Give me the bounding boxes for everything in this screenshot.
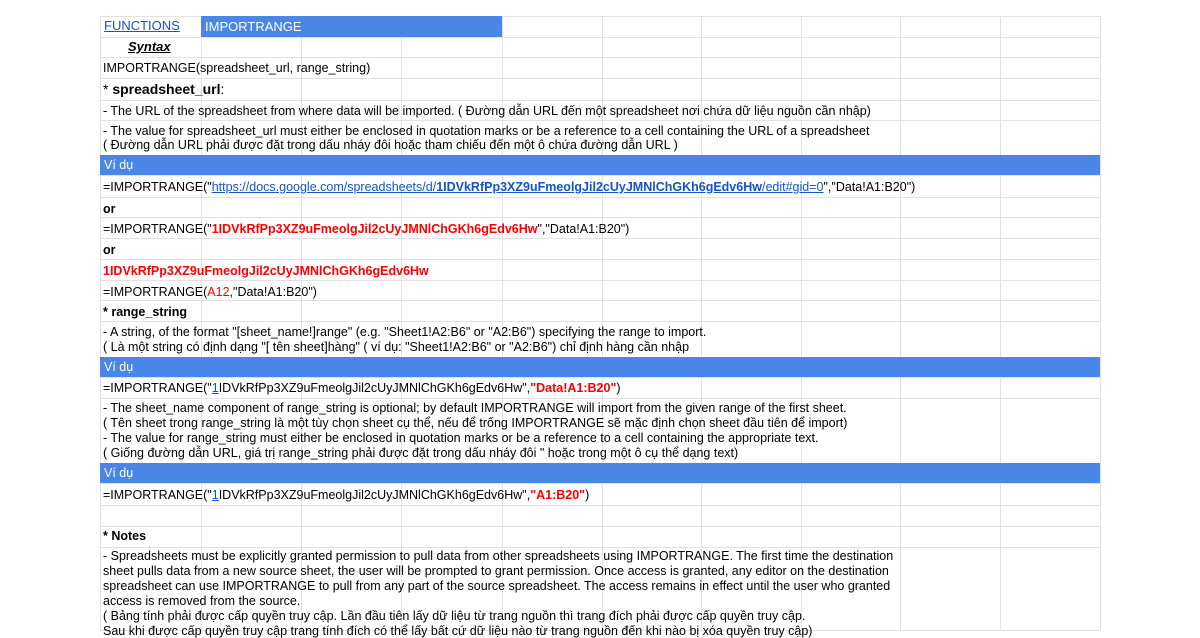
or-label-2: or bbox=[103, 243, 116, 257]
notes-line-5: ( Bảng tính phải được cấp quyền truy cập. Lần đầu tiên lấy dữ liệu từ trang nguồn thì trang đích phải được cấp quyền truy cập. bbox=[103, 609, 806, 623]
spreadsheet-key-cell[interactable]: 1IDVkRfPp3XZ9uFmeolgJil2cUyJMNlChGKh6gEdv6Hw bbox=[103, 264, 429, 278]
example-formula-cell-ref[interactable]: =IMPORTRANGE(A12,"Data!A1:B20") bbox=[103, 285, 317, 299]
spreadsheet-url-desc-1: - The URL of the spreadsheet from where data will be imported. ( Đường dẫn URL đến một spreadsheet nơi chứa dữ liệu nguồn cần nhập) bbox=[103, 104, 871, 118]
syntax-title: Syntax bbox=[128, 39, 171, 54]
notes-line-2: sheet pulls data from a new source sheet, the user will be prompted to grant permission. Once access is granted, any editor on the destination bbox=[103, 564, 889, 578]
range-string-heading: * range_string bbox=[103, 305, 188, 319]
example-formula-range-short[interactable]: =IMPORTRANGE("1IDVkRfPp3XZ9uFmeolgJil2cUyJMNlChGKh6gEdv6Hw","A1:B20") bbox=[103, 488, 590, 502]
example-header-row-1 bbox=[100, 155, 1100, 175]
sheet-name-note-3: - The value for range_string must either be enclosed in quotation marks or be a reference to a cell containing the appropriate text. bbox=[103, 431, 819, 445]
spreadsheet-url-heading: * spreadsheet_url: bbox=[103, 81, 225, 97]
spreadsheet-link-start[interactable]: https://docs.google.com/spreadsheets/d/ bbox=[211, 180, 437, 194]
or-label-1: or bbox=[103, 202, 116, 216]
syntax-line: IMPORTRANGE(spreadsheet_url, range_string) bbox=[103, 61, 371, 75]
function-name: IMPORTRANGE bbox=[205, 19, 302, 34]
example-formula-range[interactable]: =IMPORTRANGE("1IDVkRfPp3XZ9uFmeolgJil2cUyJMNlChGKh6gEdv6Hw","Data!A1:B20") bbox=[103, 381, 621, 395]
example-label-3: Ví dụ bbox=[104, 466, 134, 480]
example-label-1: Ví dụ bbox=[104, 158, 134, 172]
functions-link[interactable]: FUNCTIONS bbox=[104, 18, 180, 33]
spreadsheet-link-key[interactable]: 1IDVkRfPp3XZ9uFmeolgJil2cUyJMNlChGKh6gEdv6Hw bbox=[436, 180, 762, 194]
function-name-cell[interactable] bbox=[201, 16, 502, 37]
example-formula-key[interactable]: =IMPORTRANGE("1IDVkRfPp3XZ9uFmeolgJil2cUyJMNlChGKh6gEdv6Hw","Data!A1:B20") bbox=[103, 222, 630, 236]
notes-heading: * Notes bbox=[103, 529, 147, 543]
spreadsheet-url-desc-2a: - The value for spreadsheet_url must either be enclosed in quotation marks or be a reference to a cell containing the URL of a spreadsheet bbox=[103, 124, 870, 138]
notes-line-3: spreadsheet can use IMPORTRANGE to pull from any part of the source spreadsheet. The access remains in effect until the user who granted bbox=[103, 579, 891, 593]
notes-line-6: Sau khi được cấp quyền truy cập trang tính đích có thể lấy bất cứ dữ liệu nào từ trang nguồn đến khi nào bị xóa quyền truy cập) bbox=[103, 624, 813, 638]
sheet-name-note-2: ( Tên sheet trong range_string là một tùy chọn sheet cụ thể, nếu để trống IMPORTRANGE sẽ mặc định chọn sheet đầu tiên để import) bbox=[103, 416, 848, 430]
spreadsheet-url-desc-2b: ( Đường dẫn URL phải được đặt trong dấu nháy đôi hoặc tham chiếu đến một ô chứa đường dẫn URL ) bbox=[103, 138, 678, 152]
example-label-2: Ví dụ bbox=[104, 360, 134, 374]
range-string-desc-1: - A string, of the format "[sheet_name!]range" (e.g. "Sheet1!A2:B6" or "A2:B6") specifying the range to import. bbox=[103, 325, 707, 339]
notes-line-1: - Spreadsheets must be explicitly granted permission to pull data from other spreadsheets using IMPORTRANGE. The first time the destination bbox=[103, 549, 894, 563]
example-formula-url[interactable]: =IMPORTRANGE("https://docs.google.com/spreadsheets/d/1IDVkRfPp3XZ9uFmeolgJil2cUyJMNlChGKh6gEdv6Hw/edit#gid=0","Data!A1:B20") bbox=[103, 180, 916, 194]
sheet-name-note-4: ( Giống đường dẫn URL, giá trị range_string phải được đặt trong dấu nháy đôi " hoặc trong một ô cụ thể dạng text) bbox=[103, 446, 739, 460]
sheet-name-note-1: - The sheet_name component of range_string is optional; by default IMPORTRANGE will import from the given range of the first sheet. bbox=[103, 401, 847, 415]
example-header-row-2 bbox=[100, 357, 1100, 377]
range-string-desc-2: ( Là một string có định dạng "[ tên sheet]hàng" ( ví dụ: "Sheet1!A2:B6" or "A2:B6") chỉ định hàng cần nhập bbox=[103, 340, 690, 354]
example-header-row-3 bbox=[100, 463, 1100, 483]
spreadsheet-link-end[interactable]: /edit#gid=0 bbox=[761, 180, 824, 194]
notes-line-4: access is removed from the source. bbox=[103, 594, 301, 608]
